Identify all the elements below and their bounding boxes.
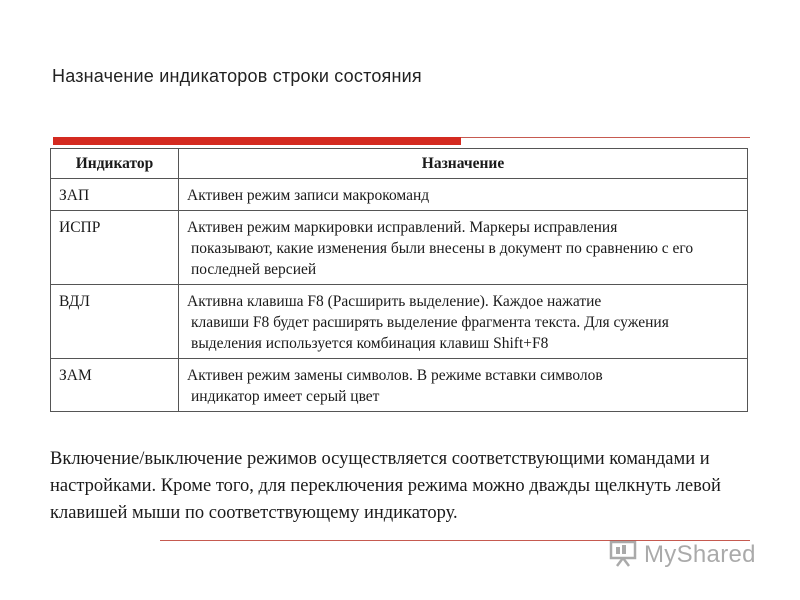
table-row <box>51 359 748 412</box>
slide-title: Назначение индикаторов строки состояния <box>52 66 422 86</box>
description-first-line: Активен режим замены символов. В режиме вставки символов <box>187 367 603 384</box>
title-underline-thin <box>461 137 750 138</box>
description-first-line: Активна клавиша F8 (Расширить выделение). Каждое нажатие <box>187 293 602 310</box>
indicators-table <box>50 148 748 412</box>
table-row <box>51 179 748 211</box>
indicator-cell: ИСПР <box>51 211 179 285</box>
footer-paragraph: Включение/выключение режимов осуществляется соответствующими командами и настройками. Кроме того, для переключения режима можно дважды щелкнуть левой клавишей мыши по соответствующему индикатору. <box>50 449 721 523</box>
table-row <box>51 211 748 285</box>
header-indicator: Индикатор <box>51 149 179 179</box>
description-cell <box>179 211 748 285</box>
watermark-text: MyShared <box>644 541 756 568</box>
description-continuation: клавиши F8 будет расширять выделение фрагмента текста. Для сужения выделения используется комбинация клавиш Shift+F8 <box>191 314 669 352</box>
description-continuation: индикатор имеет серый цвет <box>191 388 380 405</box>
indicator-cell: ВДЛ <box>51 285 179 359</box>
title-underline-red <box>53 137 461 145</box>
description-continuation: показывают, какие изменения были внесены в документ по сравнению с его последней версией <box>191 240 694 278</box>
watermark-logo <box>608 538 756 572</box>
header-purpose: Назначение <box>179 149 748 179</box>
indicator-cell: ЗАМ <box>51 359 179 412</box>
table-row <box>51 285 748 359</box>
description-first-line: Активен режим записи макрокоманд <box>187 187 430 204</box>
description-cell <box>179 285 748 359</box>
presentation-board-icon <box>608 538 638 573</box>
indicator-cell: ЗАП <box>51 179 179 211</box>
description-cell <box>179 359 748 412</box>
table-header-row <box>51 149 748 179</box>
description-cell <box>179 179 748 211</box>
description-first-line: Активен режим маркировки исправлений. Маркеры исправления <box>187 219 618 236</box>
